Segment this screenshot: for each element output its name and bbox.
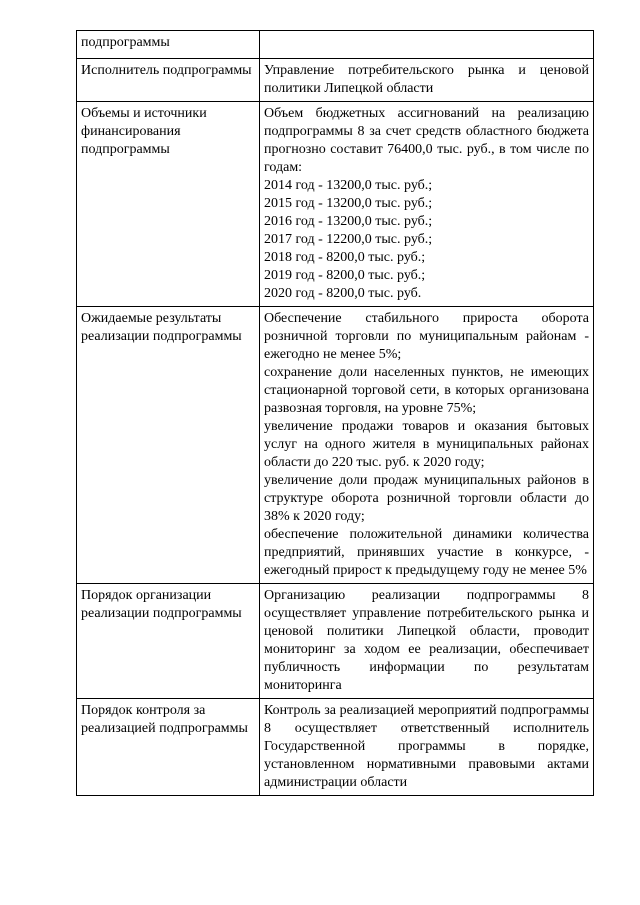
row-value bbox=[260, 102, 594, 307]
table-row bbox=[77, 699, 594, 796]
value-line: увеличение продажи товаров и оказания бытовых услуг на одного жителя в муниципальных районах области до 220 тыс. руб. к 2020 году; bbox=[264, 419, 589, 470]
row-value bbox=[260, 59, 594, 102]
row-label: Порядок организации реализации подпрограммы bbox=[77, 584, 260, 699]
value-line: Управление потребительского рынка и ценовой политики Липецкой области bbox=[264, 63, 589, 96]
row-value bbox=[260, 584, 594, 699]
value-line: Объем бюджетных ассигнований на реализацию подпрограммы 8 за счет средств областного бюджета прогнозно составит 76400,0 тыс. руб., в том числе по годам: bbox=[264, 106, 589, 175]
value-line: 2017 год - 12200,0 тыс. руб.; bbox=[264, 232, 433, 247]
value-line: Организацию реализации подпрограммы 8 осуществляет управление потребительского рынка и ценовой политики Липецкой области, проводит мониторинг за ходом ее реализации, обеспечивает публичность информации по результатам мониторинга bbox=[264, 588, 589, 693]
table-row bbox=[77, 584, 594, 699]
table-row bbox=[77, 102, 594, 307]
value-line: увеличение доли продаж муниципальных районов в структуре оборота розничной торговли области до 38% к 2020 году; bbox=[264, 473, 589, 524]
row-label: Порядок контроля за реализацией подпрограммы bbox=[77, 699, 260, 796]
table-row bbox=[77, 307, 594, 584]
value-line: 2015 год - 13200,0 тыс. руб.; bbox=[264, 196, 433, 211]
row-label: Объемы и источники финансирования подпрограммы bbox=[77, 102, 260, 307]
subprogram-passport-table bbox=[76, 30, 594, 796]
value-line: сохранение доли населенных пунктов, не имеющих стационарной торговой сети, в которых организована развозная торговля, на уровне 75%; bbox=[264, 365, 589, 416]
value-line: 2020 год - 8200,0 тыс. руб. bbox=[264, 286, 422, 301]
row-label: Ожидаемые результаты реализации подпрограммы bbox=[77, 307, 260, 584]
table-row bbox=[77, 59, 594, 102]
row-value bbox=[260, 699, 594, 796]
value-line: обеспечение положительной динамики количества предприятий, принявших участие в конкурсе, - ежегодный прирост к предыдущему году не менее 5% bbox=[264, 527, 589, 578]
row-label: Исполнитель подпрограммы bbox=[77, 59, 260, 102]
value-line: 2016 год - 13200,0 тыс. руб.; bbox=[264, 214, 433, 229]
table-row bbox=[77, 31, 594, 59]
document-page bbox=[76, 30, 594, 796]
row-value bbox=[260, 307, 594, 584]
row-value-empty bbox=[260, 31, 594, 59]
value-line: 2018 год - 8200,0 тыс. руб.; bbox=[264, 250, 426, 265]
value-line: Обеспечение стабильного прироста оборота розничной торговли по муниципальным районам - ежегодно не менее 5%; bbox=[264, 311, 589, 362]
row-label: подпрограммы bbox=[77, 31, 260, 59]
value-line: 2014 год - 13200,0 тыс. руб.; bbox=[264, 178, 433, 193]
value-line: Контроль за реализацией мероприятий подпрограммы 8 осуществляет ответственный исполнитель Государственной программы в порядке, установленном нормативными правовыми актами администрации области bbox=[264, 703, 589, 790]
value-line: 2019 год - 8200,0 тыс. руб.; bbox=[264, 268, 426, 283]
